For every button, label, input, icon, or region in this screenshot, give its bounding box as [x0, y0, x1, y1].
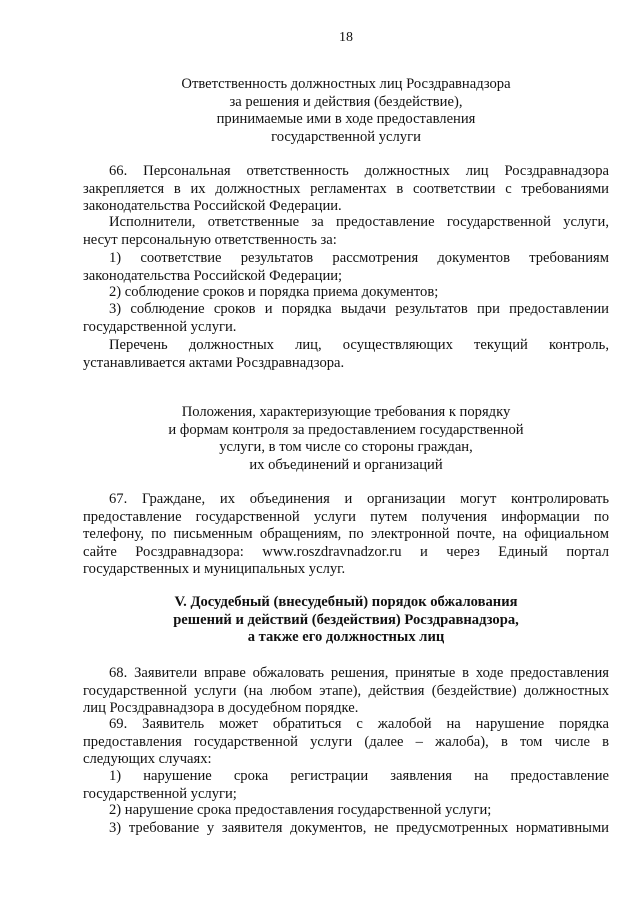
paragraph-66: 66. Персональная ответственность должностных лиц Росздравнадзора закрепляется в их должностных регламентах в соответствии с требованиями законодательства Российской Федерации.: [83, 163, 609, 214]
paragraph-executors: Исполнители, ответственные за предоставление государственной услуги, несут персональную ответственность за:: [83, 214, 609, 248]
case-item-1: 1) нарушение срока регистрации заявления на предоставление государственной услуги;: [83, 768, 609, 802]
page-number: 18: [339, 30, 353, 45]
list-item-2: 2) соблюдение сроков и порядка приема документов;: [109, 284, 439, 300]
list-item-1: 1) соответствие результатов рассмотрения документов требованиям законодательства Российской Федерации;: [83, 250, 609, 284]
paragraph-67: 67. Граждане, их объединения и организации могут контролировать предоставление государственной услуги путем получения информации по телефону, по письменным обращениям, по электронной почте, на официальном сайте Росздравнадзора: www.roszdravnadzor.ru и через Единый портал государственных и муниципальных услуг.: [83, 491, 609, 577]
case-item-2: 2) нарушение срока предоставления государственной услуги;: [109, 802, 492, 818]
document-page: [83, 0, 609, 905]
paragraph-69: 69. Заявитель может обратиться с жалобой на нарушение порядка предоставления государственной услуги (далее – жалоба), в том числе в следующих случаях:: [83, 716, 609, 767]
paragraph-68: 68. Заявители вправе обжаловать решения, принятые в ходе предоставления государственной услуги (на любом этапе), действия (бездействие) должностных лиц Росздравнадзора в досудебном порядке.: [83, 665, 609, 716]
section-heading-control: Положения, характеризующие требования к порядку и формам контроля за предоставлением государственной услуги, в том числе со стороны граждан, их объединений и организаций: [168, 404, 524, 473]
section-heading-responsibility: Ответственность должностных лиц Росздравнадзора за решения и действия (бездействие), принимаемые ими в ходе предоставления государственной услуги: [181, 76, 511, 145]
case-item-3: 3) требование у заявителя документов, не предусмотренных нормативными: [109, 820, 609, 836]
list-item-3: 3) соблюдение сроков и порядка выдачи результатов при предоставлении государственной услуги.: [83, 301, 609, 335]
paragraph-list-of-officials: Перечень должностных лиц, осуществляющих текущий контроль, устанавливается актами Росздравнадзора.: [83, 337, 609, 371]
section-heading-appeal: V. Досудебный (внесудебный) порядок обжалования решений и действий (бездействия) Росздравнадзора, а также его должностных лиц: [173, 594, 519, 645]
